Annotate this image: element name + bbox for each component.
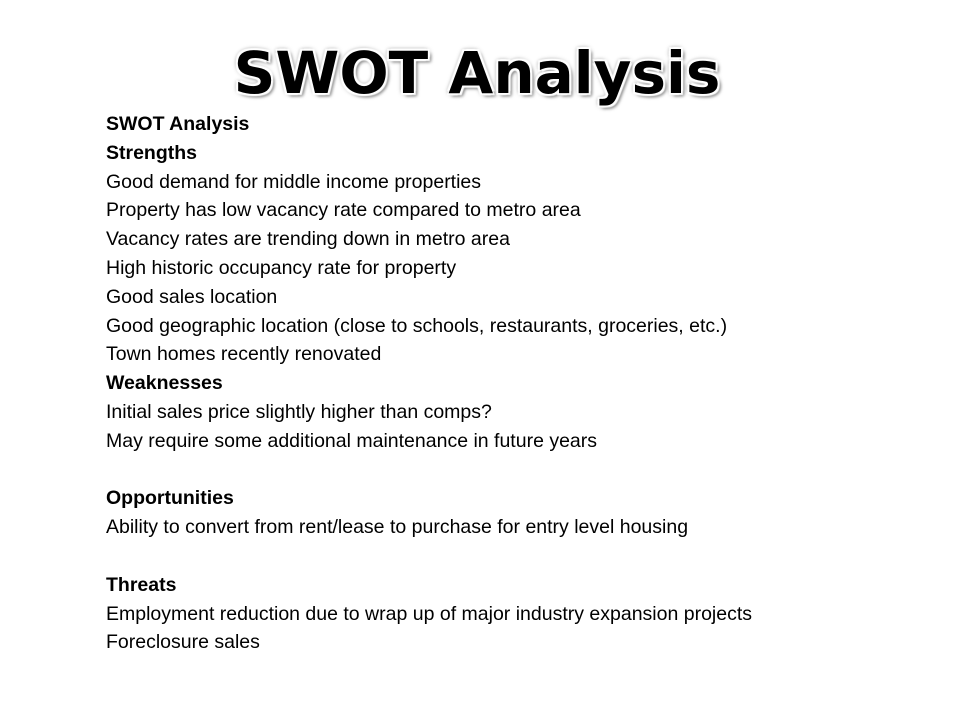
strength-item: Good demand for middle income properties [106, 170, 482, 193]
threat-item: Employment reduction due to wrap up of major industry expansion projects [106, 602, 753, 625]
weakness-item: May require some additional maintenance in future years [106, 429, 598, 452]
strength-item: Town homes recently renovated [106, 343, 382, 366]
strength-item: Vacancy rates are trending down in metro area [106, 228, 510, 251]
slide-title: SWOT Analysis [233, 39, 721, 107]
section-heading-threats: Threats [106, 573, 177, 596]
blank-line [106, 456, 936, 485]
weakness-item: Initial sales price slightly higher than comps? [106, 400, 492, 423]
section-heading-opportunities: Opportunities [106, 487, 234, 510]
threat-item: Foreclosure sales [106, 631, 260, 654]
section-heading-strengths: Strengths [106, 141, 198, 164]
slide-body [106, 110, 936, 657]
strength-item: Good geographic location (close to schools, restaurants, groceries, etc.) [106, 314, 728, 337]
strength-item: Good sales location [106, 285, 278, 308]
opportunity-item: Ability to convert from rent/lease to purchase for entry level housing [106, 516, 689, 539]
strength-item: High historic occupancy rate for property [106, 256, 457, 279]
blank-line [106, 542, 936, 571]
section-heading-weaknesses: Weaknesses [106, 372, 223, 395]
body-heading-swot-analysis: SWOT Analysis [106, 113, 250, 135]
strength-item: Property has low vacancy rate compared to metro area [106, 199, 581, 222]
